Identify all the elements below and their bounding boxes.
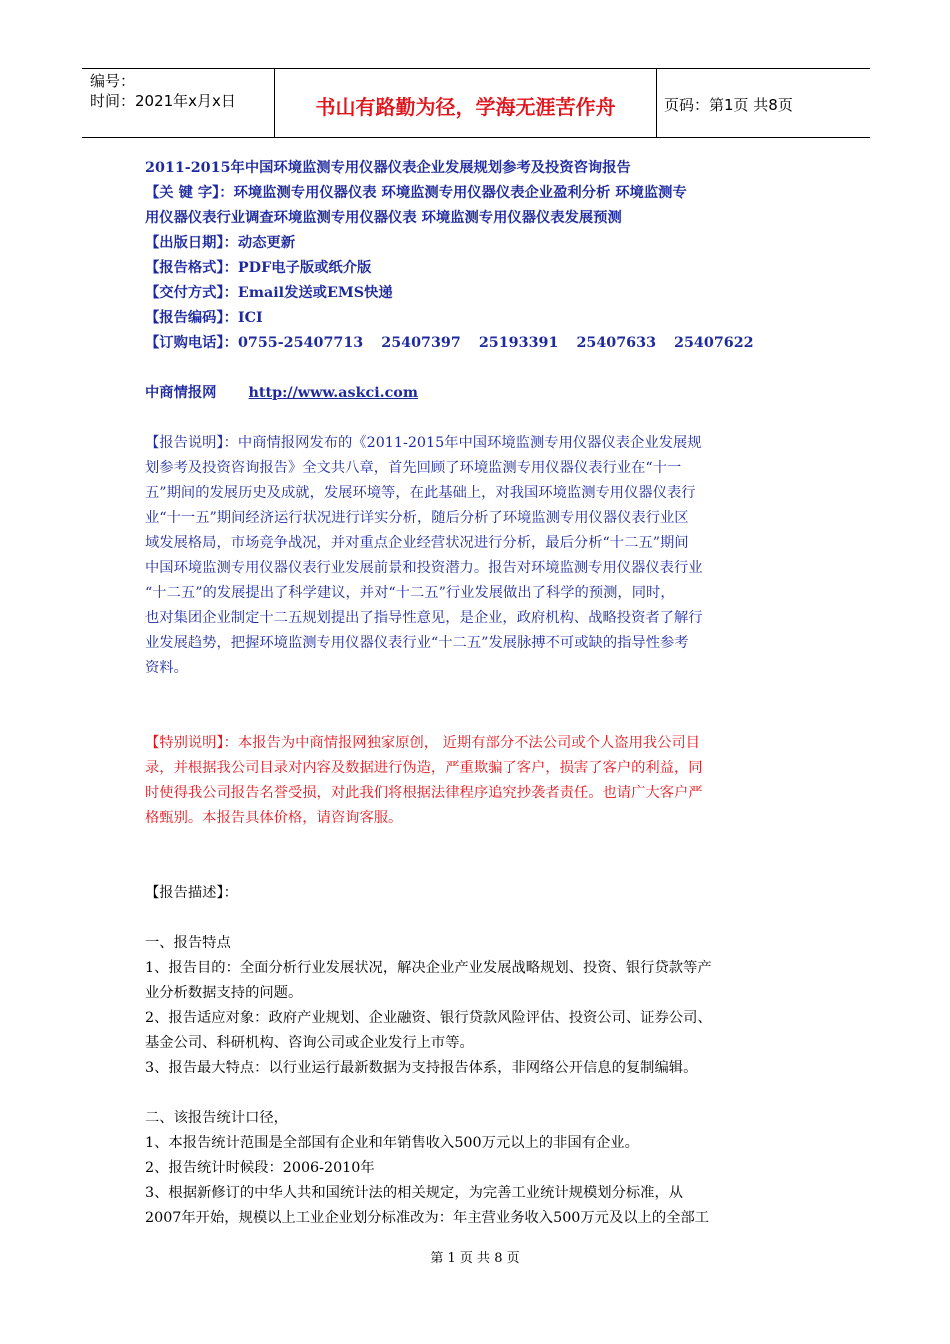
description-line: 也对集团企业制定十二五规划提出了指导性意见，是企业，政府机构、战略投资者了解行 xyxy=(145,610,703,626)
phone-number: 25193391 xyxy=(478,335,559,351)
header-meta xyxy=(90,71,236,111)
delivery-method: 【交付方式】：Email发送或EMS快递 xyxy=(145,285,393,301)
header-code-label: 编号： xyxy=(90,72,136,90)
description-line: 业“十一五”期间经济运行状况进行详实分析，随后分析了环境监测专用仪器仪表行业区 xyxy=(145,510,689,526)
notice-line: 时使得我公司报告名誉受损，对此我们将根据法律程序追究抄袭者责任。也请广大客户严 xyxy=(145,785,703,801)
description-line: 中国环境监测专用仪器仪表行业发展前景和投资潜力。报告对环境监测专用仪器仪表行业 xyxy=(145,560,703,576)
description-line: 划参考及投资咨询报告》全文共八章，首先回顾了环境监测专用仪器仪表行业在“十一 xyxy=(145,460,682,476)
description-heading: 【报告描述】： xyxy=(145,885,238,901)
page-footer: 第 1 页 共 8 页 xyxy=(430,1251,520,1266)
site-name: 中商情报网 xyxy=(145,385,217,401)
section-line: 业分析数据支持的问题。 xyxy=(145,985,303,1001)
header-page-info: 页码：第1页 共8页 xyxy=(664,96,793,114)
order-phone xyxy=(145,331,810,356)
section-line: 基金公司、科研机构、咨询公司或企业发行上市等。 xyxy=(145,1035,474,1051)
phone-number: 25407633 xyxy=(576,335,657,351)
description-line: 资料。 xyxy=(145,660,188,676)
section-title: 二、该报告统计口径， xyxy=(145,1110,288,1126)
phone-number: 25407622 xyxy=(674,335,754,351)
description-line: 五”期间的发展历史及成就，发展环境等，在此基础上，对我国环境监测专用仪器仪表行 xyxy=(145,485,696,501)
keywords-line: 【关 键 字】：环境监测专用仪器仪表 环境监测专用仪器仪表企业盈利分析 环境监测专 xyxy=(145,185,687,201)
header-divider xyxy=(656,69,657,137)
notice-line: 录，并根据我公司目录对内容及数据进行伪造，严重欺骗了客户，损害了客户的利益，同 xyxy=(145,760,703,776)
site-link[interactable]: http://www.askci.com xyxy=(248,385,418,401)
section-line: 1、本报告统计范围是全部国有企业和年销售收入500万元以上的非国有企业。 xyxy=(145,1135,639,1151)
document-body xyxy=(145,156,810,1231)
site-line xyxy=(145,381,810,406)
phone-number: 0755-25407713 xyxy=(237,335,364,351)
description-line: 域发展格局，市场竞争战况，并对重点企业经营状况进行分析，最后分析“十二五”期间 xyxy=(145,535,689,551)
section-line: 3、根据新修订的中华人共和国统计法的相关规定，为完善工业统计规模划分标准，从 xyxy=(145,1185,684,1201)
phone-label: 【订购电话】： xyxy=(145,335,238,351)
description-line: 业发展趋势，把握环境监测专用仪器仪表行业“十二五”发展脉搏不可或缺的指导性参考 xyxy=(145,635,689,651)
description-line: 【报告说明】：中商情报网发布的《2011-2015年中国环境监测专用仪器仪表企业发展规 xyxy=(145,435,702,451)
keywords-line: 用仪器仪表行业调查环境监测专用仪器仪表 环境监测专用仪器仪表发展预测 xyxy=(145,210,622,226)
page-header xyxy=(82,68,870,138)
report-code: 【报告编码】：ICI xyxy=(145,310,263,326)
header-motto: 书山有路勤为径，学海无涯苦作舟 xyxy=(315,95,616,119)
section-line: 2、报告适应对象：政府产业规划、企业融资、银行贷款风险评估、投资公司、证券公司、 xyxy=(145,1010,712,1026)
notice-line: 格甄别。本报告具体价格，请咨询客服。 xyxy=(145,810,403,826)
section-line: 1、报告目的：全面分析行业发展状况，解决企业产业发展战略规划、投资、银行贷款等产 xyxy=(145,960,712,976)
report-title: 2011-2015年中国环境监测专用仪器仪表企业发展规划参考及投资咨询报告 xyxy=(145,160,631,176)
description-line: “十二五”的发展提出了科学建议，并对“十二五”行业发展做出了科学的预测，同时， xyxy=(145,585,675,601)
section-line: 3、报告最大特点：以行业运行最新数据为支持报告体系，非网络公开信息的复制编辑。 xyxy=(145,1060,698,1076)
pub-date: 【出版日期】：动态更新 xyxy=(145,235,296,251)
notice-line: 【特别说明】：本报告为中商情报网独家原创， 近期有部分不法公司或个人盗用我公司目 xyxy=(145,735,700,751)
header-date: 时间：2021年x月x日 xyxy=(90,92,236,110)
special-notice xyxy=(145,731,810,831)
section-title: 一、报告特点 xyxy=(145,935,231,951)
report-format: 【报告格式】：PDF电子版或纸介版 xyxy=(145,260,372,276)
phone-number: 25407397 xyxy=(381,335,461,351)
section-line: 2、报告统计时候段：2006-2010年 xyxy=(145,1160,375,1176)
section-line: 2007年开始，规模以上工业企业划分标准改为：年主营业务收入500万元及以上的全部工 xyxy=(145,1210,710,1226)
report-description xyxy=(145,431,810,681)
